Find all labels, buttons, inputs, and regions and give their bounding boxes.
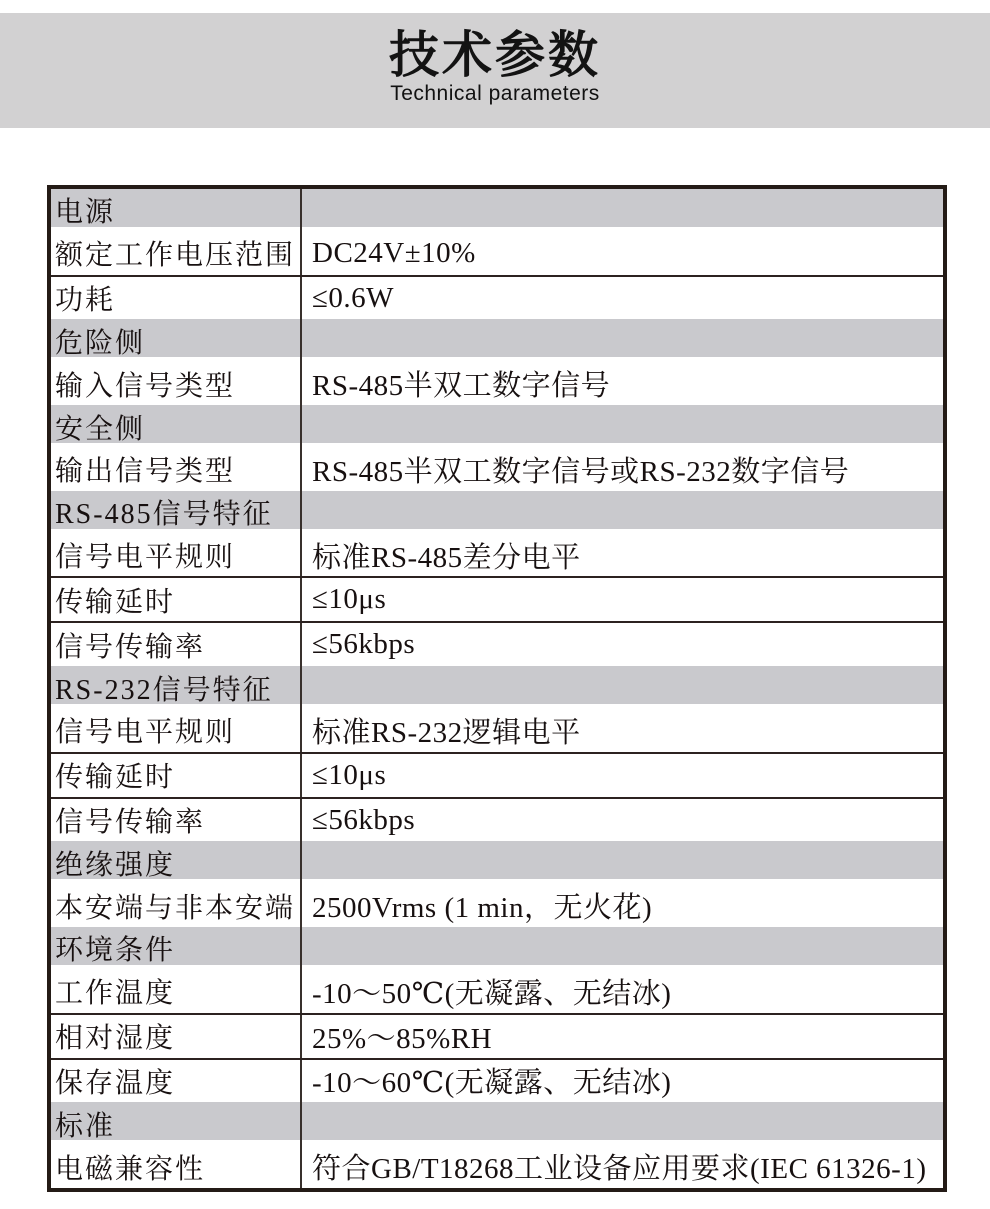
param-value-cell: 标准RS-485差分电平 — [312, 541, 581, 574]
param-value-cell: 25%～85%RH — [312, 1022, 493, 1055]
param-name-cell: RS-232信号特征 — [51, 666, 302, 709]
table-row — [51, 797, 943, 842]
table-row — [51, 534, 943, 577]
param-name-cell: 相对湿度 — [51, 1015, 302, 1058]
param-name-cell: 工作温度 — [51, 970, 302, 1013]
param-value-cell: ≤56kbps — [312, 803, 416, 836]
param-name-cell: 输入信号类型 — [51, 362, 302, 405]
table-row — [51, 621, 943, 666]
param-name-cell: 输出信号类型 — [51, 448, 302, 491]
param-name-cell: 绝缘强度 — [51, 841, 302, 884]
param-value-cell — [302, 1102, 943, 1145]
param-name-cell: RS-485信号特征 — [51, 491, 302, 534]
section-header-row — [51, 927, 943, 970]
table-row — [51, 232, 943, 275]
param-value-cell — [302, 319, 943, 362]
page-subtitle: Technical parameters — [390, 82, 600, 105]
section-header-row — [51, 319, 943, 362]
param-value-cell: -10～60℃(无凝露、无结冰) — [312, 1067, 672, 1100]
param-value-cell: ≤10μs — [312, 583, 387, 616]
param-value-cell: -10～50℃(无凝露、无结冰) — [312, 977, 672, 1010]
param-value-cell — [302, 189, 943, 232]
param-value-cell — [302, 666, 943, 709]
param-value-cell: ≤56kbps — [312, 628, 416, 661]
table-row — [51, 709, 943, 752]
param-value-cell: 标准RS-232逻辑电平 — [312, 716, 581, 749]
param-name-cell: 信号传输率 — [51, 623, 302, 666]
param-name-cell: 电磁兼容性 — [51, 1145, 302, 1188]
table-row — [51, 362, 943, 405]
table-row — [51, 1058, 943, 1103]
table-row — [51, 884, 943, 927]
section-header-row — [51, 491, 943, 534]
param-name-cell: 信号电平规则 — [51, 709, 302, 752]
param-value-cell — [302, 841, 943, 884]
param-name-cell: 环境条件 — [51, 927, 302, 970]
table-row — [51, 752, 943, 797]
param-name-cell: 传输延时 — [51, 578, 302, 621]
param-name-cell: 安全侧 — [51, 405, 302, 448]
param-value-cell: 2500Vrms (1 min，无火花) — [312, 892, 653, 925]
param-name-cell: 本安端与非本安端 — [51, 884, 302, 927]
table-row — [51, 1145, 943, 1188]
section-header-row — [51, 666, 943, 709]
param-name-cell: 信号电平规则 — [51, 534, 302, 577]
table-row — [51, 970, 943, 1013]
param-value-cell — [302, 927, 943, 970]
table-row — [51, 448, 943, 491]
table-row — [51, 576, 943, 621]
param-value-cell: DC24V±10% — [312, 236, 476, 269]
page-title: 技术参数 — [389, 27, 601, 83]
param-name-cell: 标准 — [51, 1102, 302, 1145]
param-value-cell: 符合GB/T18268工业设备应用要求(IEC 61326-1) — [312, 1153, 927, 1186]
section-header-row — [51, 405, 943, 448]
param-name-cell: 额定工作电压范围 — [51, 232, 302, 275]
technical-parameters-table — [47, 185, 947, 1192]
table-row — [51, 275, 943, 320]
param-name-cell: 电源 — [51, 189, 302, 232]
param-name-cell: 信号传输率 — [51, 799, 302, 842]
section-header-row — [51, 841, 943, 884]
param-value-cell: RS-485半双工数字信号或RS-232数字信号 — [312, 455, 850, 488]
param-value-cell — [302, 491, 943, 534]
param-name-cell: 功耗 — [51, 277, 302, 320]
section-header-row — [51, 189, 943, 232]
param-name-cell: 传输延时 — [51, 754, 302, 797]
param-name-cell: 保存温度 — [51, 1060, 302, 1103]
param-value-cell — [302, 405, 943, 448]
title-banner — [0, 13, 990, 128]
param-name-cell: 危险侧 — [51, 319, 302, 362]
param-value-cell: RS-485半双工数字信号 — [312, 370, 611, 403]
param-value-cell: ≤10μs — [312, 758, 387, 791]
param-value-cell: ≤0.6W — [312, 281, 395, 314]
table-row — [51, 1013, 943, 1058]
section-header-row — [51, 1102, 943, 1145]
